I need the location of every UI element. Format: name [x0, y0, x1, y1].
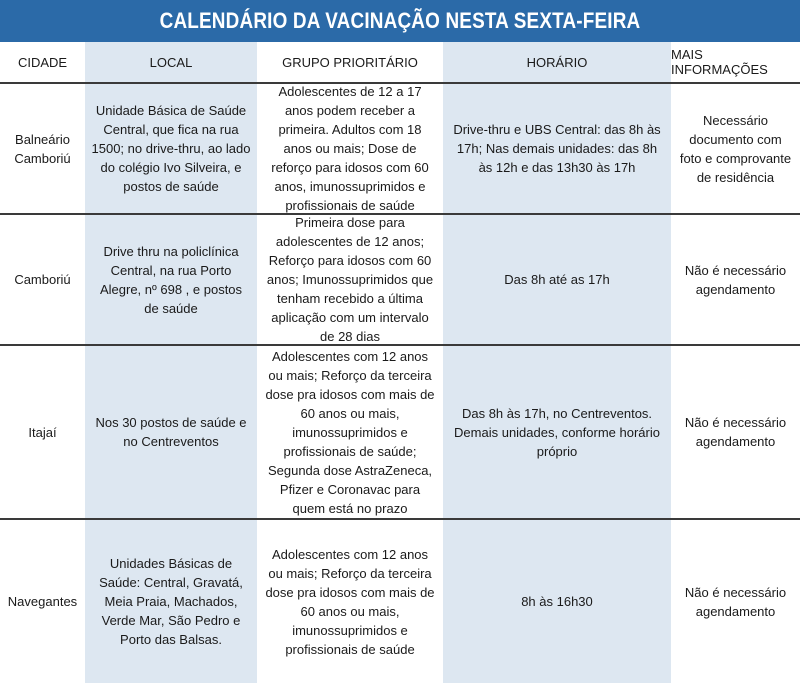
header-info: MAIS INFORMAÇÕES	[671, 42, 800, 82]
cell-grupo: Adolescentes com 12 anos ou mais; Reforço da terceira dose pra idosos com mais de 60 anos ou mais, imunossuprimidos e profissionais de saúde; Segunda dose AstraZeneca, Pfizer e Coronavac para quem está no prazo	[257, 346, 443, 518]
cell-info: Necessário documento com foto e comprovante de residência	[671, 84, 800, 213]
cell-cidade: Itajaí	[0, 346, 85, 518]
table-row	[0, 346, 800, 520]
cell-cidade: Camboriú	[0, 215, 85, 344]
cell-horario: Das 8h até as 17h	[443, 215, 671, 344]
header-local: LOCAL	[85, 42, 257, 82]
cell-info: Não é necessário agendamento	[671, 215, 800, 344]
cell-cidade: Navegantes	[0, 520, 85, 683]
title-banner	[0, 0, 800, 42]
header-grupo: GRUPO PRIORITÁRIO	[257, 42, 443, 82]
header-horario: HORÁRIO	[443, 42, 671, 82]
cell-info: Não é necessário agendamento	[671, 520, 800, 683]
page-title: CALENDÁRIO DA VACINAÇÃO NESTA SEXTA-FEIRA	[56, 0, 744, 42]
cell-grupo: Adolescentes de 12 a 17 anos podem receber a primeira. Adultos com 18 anos ou mais; Dose de reforço para idosos com 60 anos, imunossuprimidos e profissionais de saúde	[257, 84, 443, 213]
cell-grupo: Adolescentes com 12 anos ou mais; Reforço da terceira dose pra idosos com mais de 60 anos ou mais, imunossuprimidos e profissionais de saúde	[257, 520, 443, 683]
table-header	[0, 42, 800, 84]
table-row	[0, 215, 800, 346]
cell-local: Unidade Básica de Saúde Central, que fica na rua 1500; no drive-thru, ao lado do colégio Ivo Silveira, e postos de saúde	[85, 84, 257, 213]
cell-grupo: Primeira dose para adolescentes de 12 anos; Reforço para idosos com 60 anos; Imunossuprimidos que tenham recebido a última aplicação com um intervalo de 28 dias	[257, 215, 443, 344]
cell-horario: Drive-thru e UBS Central: das 8h às 17h; Nas demais unidades: das 8h às 12h e das 13h30 às 17h	[443, 84, 671, 213]
cell-horario: Das 8h às 17h, no Centreventos. Demais unidades, conforme horário próprio	[443, 346, 671, 518]
cell-horario: 8h às 16h30	[443, 520, 671, 683]
table-row	[0, 520, 800, 685]
cell-local: Drive thru na policlínica Central, na rua Porto Alegre, nº 698 , e postos de saúde	[85, 215, 257, 344]
cell-info: Não é necessário agendamento	[671, 346, 800, 518]
cell-local: Unidades Básicas de Saúde: Central, Gravatá, Meia Praia, Machados, Verde Mar, São Pedro e Porto das Balsas.	[85, 520, 257, 683]
table-row	[0, 84, 800, 215]
cell-local: Nos 30 postos de saúde e no Centreventos	[85, 346, 257, 518]
header-cidade: CIDADE	[0, 42, 85, 82]
cell-cidade: Balneário Camboriú	[0, 84, 85, 213]
bottom-margin	[0, 683, 800, 696]
